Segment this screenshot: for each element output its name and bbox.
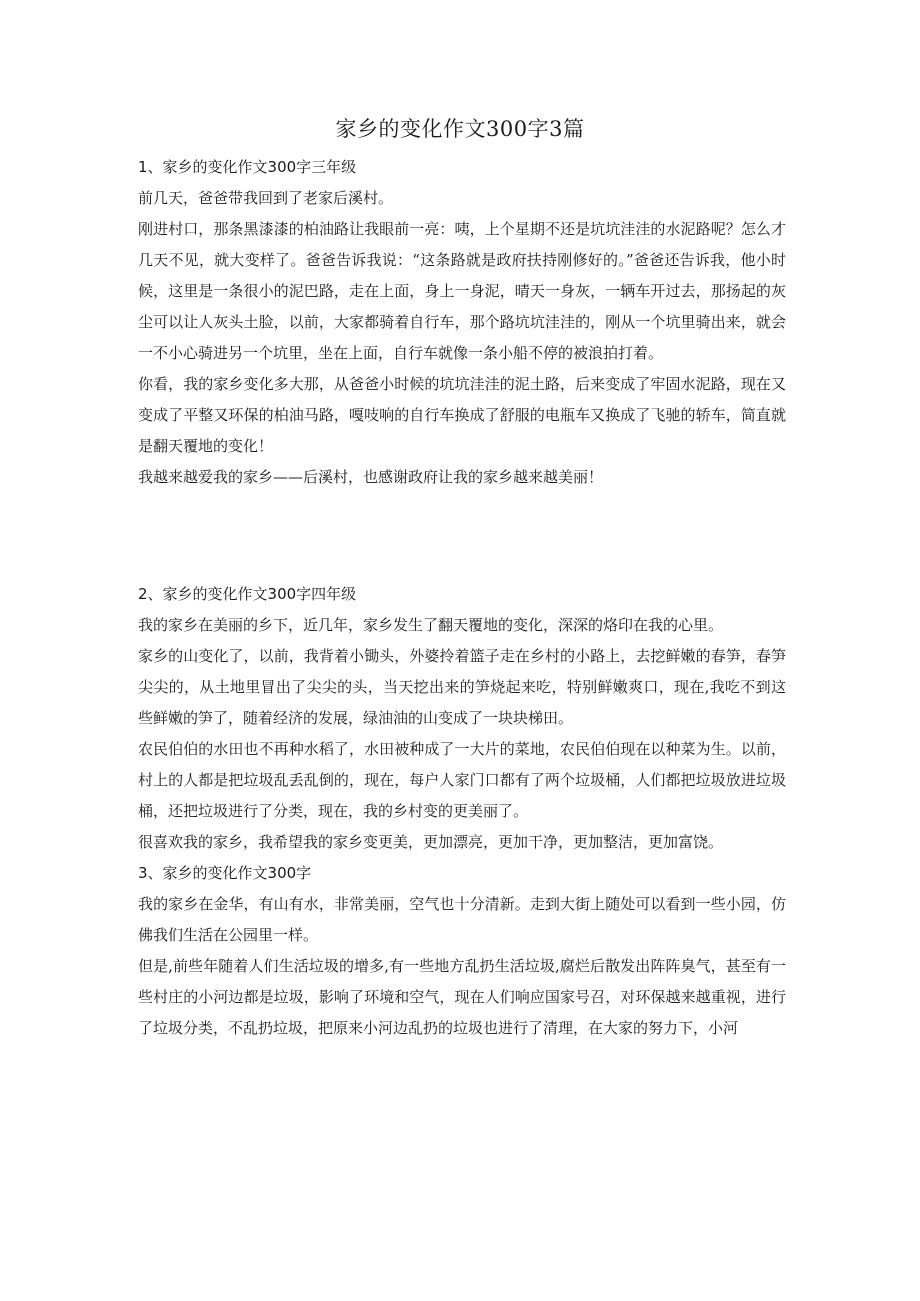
section-gap [138, 493, 786, 579]
document-title: 家乡的变化作文300字3篇 [335, 117, 585, 141]
section-3 [138, 858, 786, 1044]
paragraph: 家乡的山变化了，以前，我背着小锄头，外婆拎着篮子走在乡村的小路上，去挖鲜嫩的春笋，春笋尖尖的，从土地里冒出了尖尖的头，当天挖出来的笋烧起来吃，特别鲜嫩爽口，现在,我吃不到这些鲜嫩的笋了，随着经济的发展，绿油油的山变成了一块块梯田。 [138, 647, 786, 727]
document-body [138, 152, 786, 1044]
section-1 [138, 152, 786, 493]
section-heading: 3、家乡的变化作文300字 [138, 864, 312, 882]
paragraph: 农民伯伯的水田也不再种水稻了，水田被种成了一大片的菜地，农民伯伯现在以种菜为生。以前，村上的人都是把垃圾乱丢乱倒的，现在，每户人家门口都有了两个垃圾桶，人们都把垃圾放进垃圾桶，还把垃圾进行了分类，现在，我的乡村变的更美丽了。 [138, 740, 786, 820]
paragraph: 我的家乡在金华，有山有水，非常美丽，空气也十分清新。走到大街上随处可以看到一些小园，仿佛我们生活在公园里一样。 [138, 895, 786, 944]
section-heading: 1、家乡的变化作文300字三年级 [138, 158, 357, 176]
paragraph: 刚进村口，那条黑漆漆的柏油路让我眼前一亮：咦，上个星期不还是坑坑洼洼的水泥路呢？怎么才几天不见，就大变样了。爸爸告诉我说：“这条路就是政府扶持刚修好的。”爸爸还告诉我，他小时候，这里是一条很小的泥巴路，走在上面，身上一身泥，晴天一身灰，一辆车开过去，那扬起的灰尘可以让人灰头土脸，以前，大家都骑着自行车，那个路坑坑洼洼的，刚从一个坑里骑出来，就会一不小心骑进另一个坑里，坐在上面，自行车就像一条小船不停的被浪拍打着。 [138, 220, 786, 362]
paragraph: 很喜欢我的家乡，我希望我的家乡变更美，更加漂亮，更加干净，更加整洁，更加富饶。 [138, 833, 724, 851]
section-2 [138, 579, 786, 858]
section-heading: 2、家乡的变化作文300字四年级 [138, 585, 357, 603]
paragraph: 我的家乡在美丽的乡下，近几年，家乡发生了翻天覆地的变化，深深的烙印在我的心里。 [138, 616, 724, 634]
paragraph: 但是,前些年随着人们生活垃圾的增多,有一些地方乱扔生活垃圾,腐烂后散发出阵阵臭气，甚至有一些村庄的小河边都是垃圾，影响了环境和空气，现在人们响应国家号召，对环保越来越重视，进行了垃圾分类，不乱扔垃圾，把原来小河边乱扔的垃圾也进行了清理，在大家的努力下，小河 [138, 957, 786, 1037]
paragraph: 你看，我的家乡变化多大那，从爸爸小时候的坑坑洼洼的泥土路，后来变成了牢固水泥路，现在又变成了平整又环保的柏油马路，嘎吱响的自行车换成了舒服的电瓶车又换成了飞驰的轿车，简直就是翻天覆地的变化！ [138, 375, 786, 455]
paragraph: 前几天，爸爸带我回到了老家后溪村。 [138, 189, 394, 207]
paragraph: 我越来越爱我的家乡——后溪村，也感谢政府让我的家乡越来越美丽！ [138, 468, 604, 486]
